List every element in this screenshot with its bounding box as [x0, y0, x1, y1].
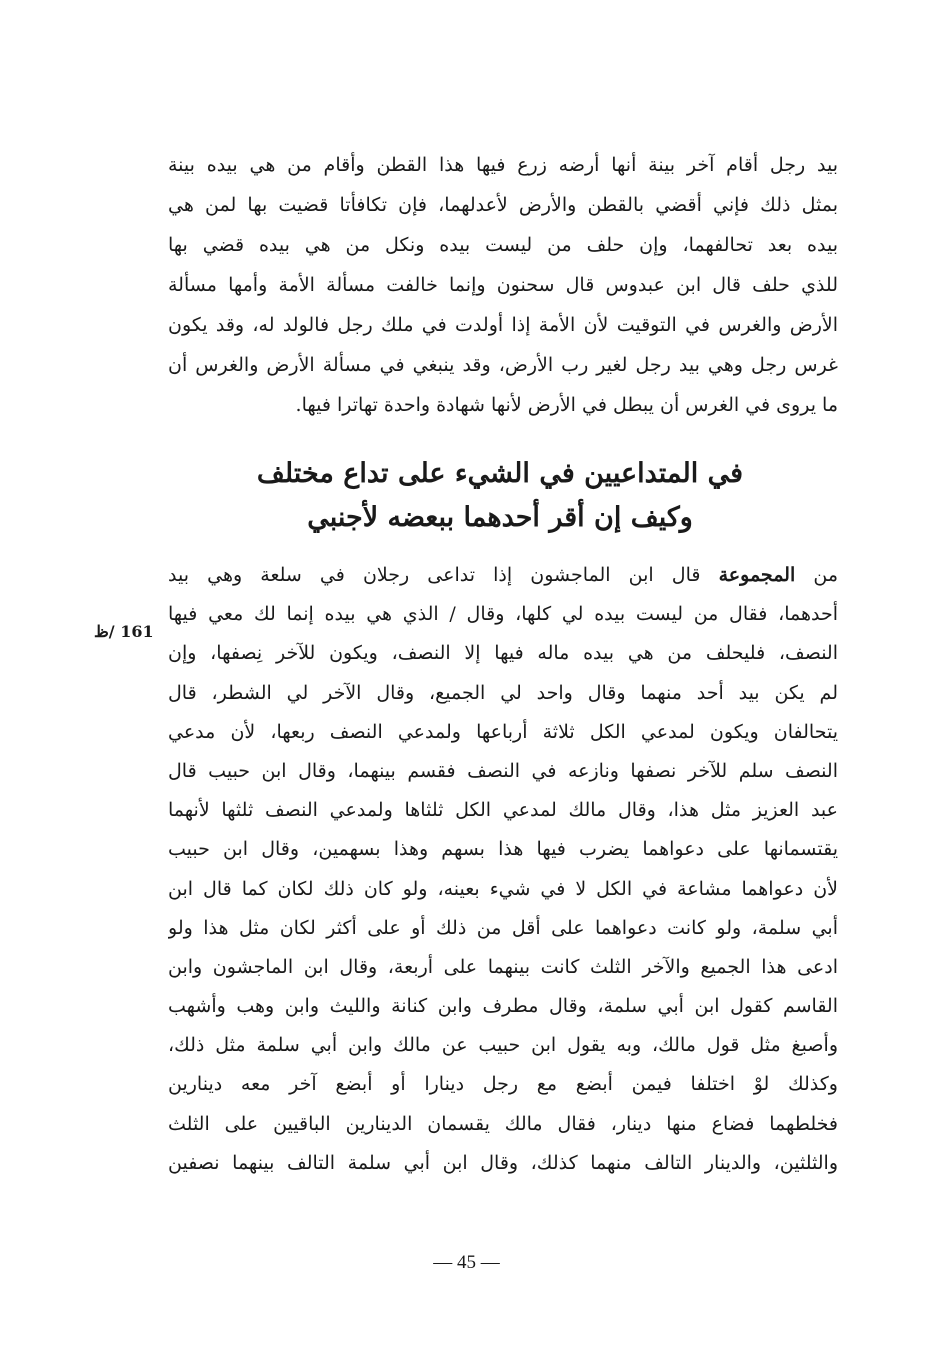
heading-line-1: في المتداعيين في الشيء على تداع مختلف — [256, 458, 744, 489]
text-line: الأرض والغرس في التوقيت لأن الأمة إذا أولدت في ملك رجل فالولد له، وقد يكون — [168, 314, 838, 336]
text-line: القاسم كقول ابن أبي سلمة، وقال مطرف وابن كنانة والليث وابن وهب وأشهب — [168, 995, 838, 1018]
text-line: غرس رجل وهي بيد رجل لغير رب الأرض، وقد ينبغي في مسألة الأرض والغرس أن — [168, 354, 838, 376]
text-line: عبد العزيز مثل هذا، وقال مالك لمدعي الكل ثلثاها ولمدعي النصف ثلثها لأنهما — [168, 799, 838, 822]
text-line: لأن دعواهما مشاعة في الكل لا في شيء بعينه، ولو كان ذلك لكان كما قال ابن — [168, 877, 838, 900]
text-line: ما يروى في الغرس أن يبطل في الأرض لأنها شهادة واحدة تهاترا فيها. — [295, 394, 838, 416]
text-line: ادعى هذا الجميع والآخر الثلث كانت بينهما على أربعة، وقال ابن الماجشون وابن — [168, 955, 838, 978]
text-line: لم يكن بيد أحد منهما وقال واحد لي الجميع، وقال الآخر لي الشطر، قال — [168, 681, 838, 704]
section-heading — [250, 452, 750, 540]
source-name: المجموعة — [718, 564, 796, 586]
text-line-first — [168, 556, 838, 595]
text-line: يتحالفان ويكون لمدعي الكل ثلاثة أرباعها ولمدعي النصف ربعها، لأن مدعي — [168, 720, 838, 743]
text-line: وكذلك لوْ اختلفا فيمن أبضع مع رجل دينارا أو أبضع آخر معه دينارين — [168, 1073, 838, 1096]
page-number: — 45 — — [433, 1252, 500, 1273]
line-prefix: من — [795, 564, 838, 586]
text-line: أحدهما، فقال من ليست بيده لي كلها، وقال / الذي هي بيده إنما لك معي فيها — [168, 603, 838, 626]
text-line: يقتسمانها على دعواهما يضرب فيها هذا بسهم وهذا بسهمين، وقال ابن حبيب — [168, 838, 838, 861]
text-line: والثلثين، والدينار التالف منهما كذلك، وقال ابن أبي سلمة التالف بينهما نصفين — [168, 1151, 838, 1174]
text-line: وأصبغ مثل قول مالك، وبه يقول ابن حبيب عن مالك وابن أبي سلمة مثل ذلك، — [168, 1034, 838, 1057]
text-line: للذي حلف قال ابن عبدوس قال سحنون وإنما خالفت مسألة الأمة وأمها مسألة — [168, 274, 838, 296]
paragraph-2 — [168, 556, 838, 1183]
paragraph-1 — [168, 145, 838, 425]
text-line: بيده بعد تحالفهما، وإن حلف من ليست بيده ونكل من هي بيده قضي بها — [168, 234, 838, 256]
text-line: بمثل ذلك فإني أقضي بالقطن والأرض لأعدلهما، فإن تكافأتا قضيت بها لمن هي — [168, 194, 838, 216]
heading-line-2: وكيف إن أقر أحدهما ببعضه لأجنبي — [307, 502, 693, 533]
text-line: النصف سلم للآخر نصفها ونازعه في النصف فقسم بينهما، وقال ابن حبيب قال — [168, 759, 838, 782]
text-line: بيد رجل أقام آخر بينة أنها أرضه زرع فيها هذا القطن وأقام من هي بيده بينة — [168, 154, 838, 176]
folio-margin-note: 161 /ظ — [94, 622, 154, 641]
text-line: فخلطهما فضاع منها دينار، فقال مالك يقسمان الدينارين الباقيين على الثلث — [168, 1112, 838, 1135]
text-line: أبي سلمة، ولو كانت دعواهما على أقل من ذلك أو على أكثر لكان مثل هذا ولو — [168, 916, 838, 939]
text-line: النصف، فليحلف من هي بيده ماله فيها إلا النصف، ويكون للآخر نِصفها، وإن — [168, 642, 838, 665]
line-rest: قال ابن الماجشون إذا تداعى رجلان في سلعة وهي بيد — [168, 564, 719, 586]
